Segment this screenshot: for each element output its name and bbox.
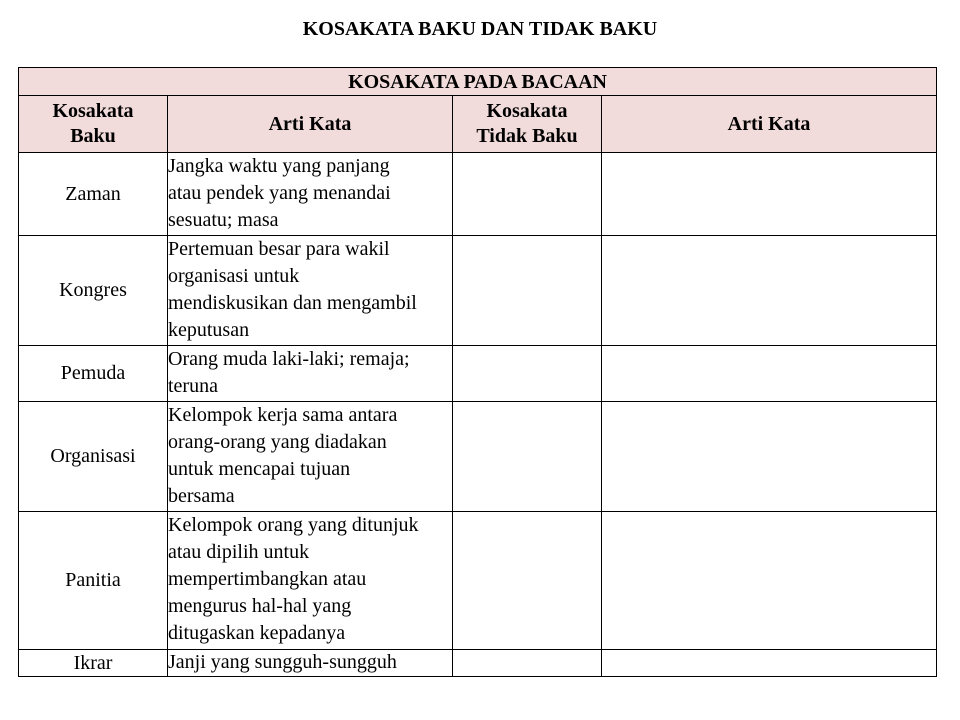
- column-header-meaning: [168, 96, 453, 153]
- table-row: [19, 402, 937, 512]
- standard-word-cell: Organisasi: [19, 402, 168, 512]
- meaning-line: Jangka waktu yang panjang: [168, 155, 390, 177]
- table-row: [19, 650, 937, 677]
- nonstandard-word-cell[interactable]: [453, 153, 602, 236]
- standard-word-cell: Zaman: [19, 153, 168, 236]
- nonstandard-meaning-cell[interactable]: [602, 346, 937, 402]
- vocabulary-table: [18, 67, 937, 677]
- meaning-line: mendiskusikan dan mengambil: [168, 292, 417, 314]
- meaning-cell: [168, 512, 453, 650]
- table-row: [19, 512, 937, 650]
- nonstandard-meaning-cell[interactable]: [602, 236, 937, 346]
- nonstandard-meaning-cell[interactable]: [602, 402, 937, 512]
- meaning-cell: [168, 153, 453, 236]
- meaning-line: ditugaskan kepadanya: [168, 622, 346, 644]
- meaning-cell: [168, 650, 453, 677]
- meaning-line: Orang muda laki-laki; remaja;: [168, 348, 410, 370]
- meaning-line: mempertimbangkan atau: [168, 568, 367, 590]
- column-header-line: Kosakata: [486, 100, 568, 122]
- standard-word-cell: Kongres: [19, 236, 168, 346]
- nonstandard-word-cell[interactable]: [453, 512, 602, 650]
- column-header-line: Tidak Baku: [476, 125, 578, 147]
- meaning-line: orang-orang yang diadakan: [168, 431, 387, 453]
- nonstandard-word-cell[interactable]: [453, 402, 602, 512]
- nonstandard-word-cell[interactable]: [453, 236, 602, 346]
- column-header-line: Baku: [70, 125, 116, 147]
- table-row: [19, 236, 937, 346]
- nonstandard-word-cell[interactable]: [453, 650, 602, 677]
- nonstandard-meaning-cell[interactable]: [602, 512, 937, 650]
- column-header-line: Kosakata: [52, 100, 134, 122]
- meaning-line: Pertemuan besar para wakil: [168, 238, 390, 260]
- meaning-line: bersama: [168, 485, 235, 507]
- nonstandard-meaning-cell[interactable]: [602, 650, 937, 677]
- column-header-line: Arti Kata: [727, 112, 811, 135]
- column-header-row: [19, 96, 937, 153]
- group-header: KOSAKATA PADA BACAAN: [19, 68, 937, 96]
- meaning-line: teruna: [168, 375, 218, 397]
- column-header-nonstandard-word: [453, 96, 602, 153]
- column-header-nonstandard-meaning: [602, 96, 937, 153]
- meaning-line: organisasi untuk: [168, 265, 300, 287]
- meaning-line: Kelompok kerja sama antara: [168, 404, 398, 426]
- meaning-line: untuk mencapai tujuan: [168, 458, 351, 480]
- standard-word-cell: Pemuda: [19, 346, 168, 402]
- standard-word-cell: Ikrar: [19, 650, 168, 677]
- meaning-cell: [168, 346, 453, 402]
- standard-word-cell: Panitia: [19, 512, 168, 650]
- meaning-line: mengurus hal-hal yang: [168, 595, 352, 617]
- column-header-line: Arti Kata: [268, 112, 352, 135]
- meaning-line: atau dipilih untuk: [168, 541, 310, 563]
- nonstandard-meaning-cell[interactable]: [602, 153, 937, 236]
- meaning-cell: [168, 236, 453, 346]
- group-header-row: [19, 68, 937, 96]
- nonstandard-word-cell[interactable]: [453, 346, 602, 402]
- meaning-line: Janji yang sungguh-sungguh: [168, 651, 397, 673]
- meaning-line: sesuatu; masa: [168, 209, 279, 231]
- table-row: [19, 153, 937, 236]
- meaning-line: Kelompok orang yang ditunjuk: [168, 514, 419, 536]
- table-row: [19, 346, 937, 402]
- document-title: KOSAKATA BAKU DAN TIDAK BAKU: [302, 18, 658, 40]
- meaning-line: atau pendek yang menandai: [168, 182, 391, 204]
- meaning-line: keputusan: [168, 319, 250, 341]
- column-header-standard-word: [19, 96, 168, 153]
- meaning-cell: [168, 402, 453, 512]
